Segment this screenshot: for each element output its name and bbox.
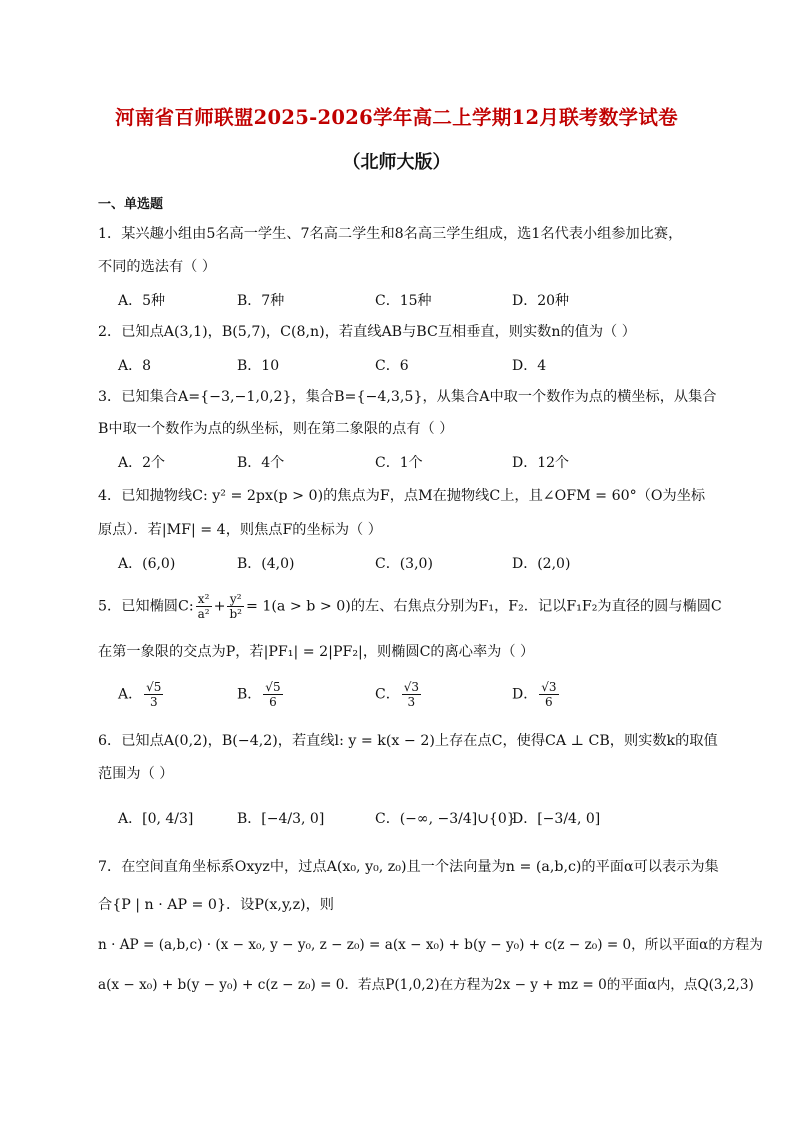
question-2-option-c: C．6	[375, 358, 409, 374]
question-2-option-a: A．8	[118, 358, 152, 374]
question-1-option-c: C．15种	[375, 293, 432, 309]
question-3-option-d: D．12个	[512, 455, 570, 471]
question-1-line-1: 1．某兴趣小组由5名高一学生、7名高二学生和8名高三学生组成，选1名代表小组参加比赛，	[98, 226, 683, 242]
question-3-option-c: C．1个	[375, 455, 423, 471]
option-fraction	[402, 680, 421, 709]
question-7-line-4: a(x − x₀) + b(y − y₀) + c(z − z₀) = 0．若点P(1,0,2)在方程为2x − y + mz = 0的平面α内，点Q(3,2,3)	[98, 977, 754, 993]
question-3-option-b: B．4个	[237, 455, 285, 471]
exam-title: 河南省百师联盟2025-2026学年高二上学期12月联考数学试卷	[115, 106, 678, 129]
question-4-line-2: 原点）．若|MF| = 4，则焦点F的坐标为（ ）	[98, 522, 382, 538]
fraction-den: 3	[149, 695, 158, 709]
q5-fraction-y	[227, 592, 244, 621]
question-7-line-2: 合{P | n · AP = 0}．设P(x,y,z)，则	[98, 897, 334, 913]
question-5-option-b	[237, 680, 285, 709]
question-5-option-a	[118, 680, 165, 709]
question-6-option-c: C．(−∞, −3/4]∪{0}	[375, 811, 516, 827]
question-1-option-b: B．7种	[237, 293, 285, 309]
q5-suffix: = 1(a > b > 0)的左、右焦点分别为F₁，F₂．记以F₁F₂为直径的圆与椭圆C	[245, 598, 722, 615]
question-3-line-1: 3．已知集合A={−3,−1,0,2}，集合B={−4,3,5}，从集合A中取一个数作为点的横坐标，从集合	[98, 389, 717, 405]
question-7-line-1: 7．在空间直角坐标系Oxyz中，过点A(x₀, y₀, z₀)且一个法向量为n = (a,b,c)的平面α可以表示为集	[98, 859, 719, 875]
fraction-num: √3	[541, 680, 557, 694]
section-heading: 一、单选题	[98, 197, 164, 212]
question-7-line-3: n · AP = (a,b,c) · (x − x₀, y − y₀, z − z₀) = a(x − x₀) + b(y − y₀) + c(z − z₀) = 0，所以平面α的方程为	[98, 937, 763, 953]
option-fraction	[144, 680, 163, 709]
option-label: A．	[118, 686, 143, 703]
question-5-option-d	[512, 680, 561, 709]
question-6-line-2: 范围为（ ）	[98, 766, 174, 782]
question-2-option-d: D．4	[512, 358, 547, 374]
q5-frac-x-den: a²	[197, 607, 210, 621]
question-5-line-1	[98, 592, 722, 621]
option-label: D．	[512, 686, 538, 703]
question-6-option-a: A．[0, 4/3]	[118, 811, 194, 827]
question-3-line-2: B中取一个数作为点的纵坐标，则在第二象限的点有（ ）	[98, 421, 454, 437]
q5-fraction-x	[196, 592, 212, 621]
fraction-den: 3	[407, 695, 416, 709]
question-6-line-1: 6．已知点A(0,2)，B(−4,2)，若直线l: y = k(x − 2)上存在点C，使得CA ⊥ CB，则实数k的取值	[98, 733, 718, 749]
question-2-line-1: 2．已知点A(3,1)，B(5,7)，C(8,n)，若直线AB与BC互相垂直，则实数n的值为（ ）	[98, 324, 636, 340]
q5-frac-x-num: x²	[196, 592, 212, 607]
question-4-option-c: C．(3,0)	[375, 556, 433, 572]
question-5-line-2: 在第一象限的交点为P，若|PF₁| = 2|PF₂|，则椭圆C的离心率为（ ）	[98, 644, 535, 660]
q5-frac-y-den: b²	[229, 607, 242, 621]
fraction-num: √3	[403, 680, 419, 694]
option-label: B．	[237, 686, 262, 703]
fraction-num: √5	[265, 680, 281, 694]
q5-plus: +	[213, 598, 226, 615]
question-6-option-d: D．[−3/4, 0]	[512, 811, 601, 827]
question-6-option-b: B．[−4/3, 0]	[237, 811, 325, 827]
q5-prefix: 5．已知椭圆C:	[98, 598, 194, 615]
question-5-option-c	[375, 680, 423, 709]
q5-frac-y-num: y²	[227, 592, 244, 607]
option-fraction	[539, 680, 558, 709]
question-3-option-a: A．2个	[118, 455, 166, 471]
option-fraction	[263, 680, 282, 709]
question-1-option-a: A．5种	[118, 293, 166, 309]
question-4-option-d: D．(2,0)	[512, 556, 571, 572]
fraction-den: 6	[545, 695, 553, 709]
exam-subtitle: （北师大版）	[342, 152, 451, 173]
option-label: C．	[375, 686, 400, 703]
question-4-option-b: B．(4,0)	[237, 556, 295, 572]
question-1-option-d: D．20种	[512, 293, 570, 309]
question-1-line-2: 不同的选法有（ ）	[98, 259, 217, 275]
fraction-num: √5	[146, 680, 162, 694]
question-4-option-a: A．(6,0)	[118, 556, 176, 572]
question-2-option-b: B．10	[237, 358, 280, 374]
question-4-line-1: 4．已知抛物线C: y² = 2px(p > 0)的焦点为F，点M在抛物线C上，且∠OFM = 60°（O为坐标	[98, 488, 706, 504]
fraction-den: 6	[269, 695, 277, 709]
